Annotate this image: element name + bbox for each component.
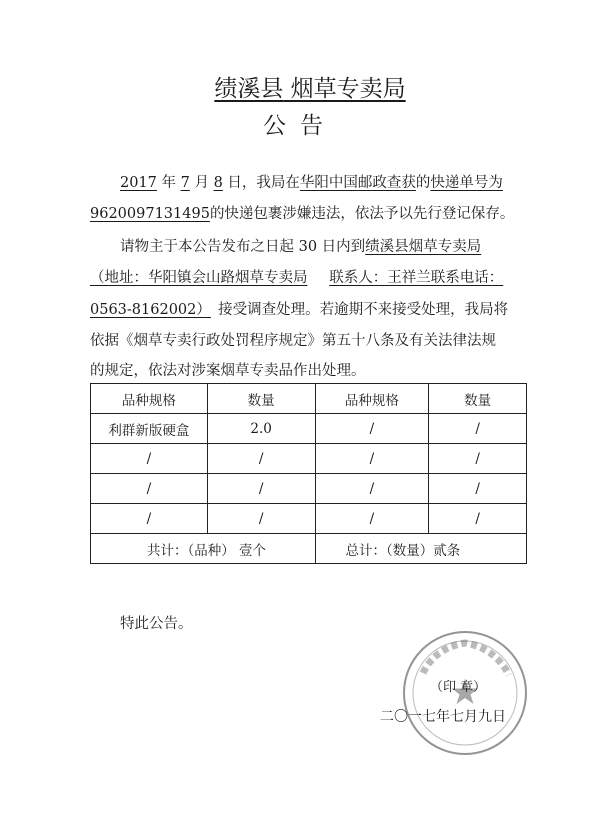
paragraph-2-line-4: 依据《烟草专卖行政处罚程序规定》第五十八条及有关法律法规 — [90, 333, 496, 349]
text-deadline: 请物主于本公告发布之日起 30 日内到 — [120, 239, 366, 255]
text-processing: 接受调查处理。若逾期不来接受处理，我局将 — [218, 302, 509, 318]
table-cell: / — [91, 504, 208, 534]
table-cell: / — [315, 504, 429, 534]
table-cell: / — [315, 444, 429, 474]
contact-phone: 0563-8162002） — [90, 302, 211, 318]
paragraph-2-line-2 — [90, 266, 503, 287]
table-cell: / — [429, 414, 527, 444]
paragraph-1-line-2 — [90, 202, 514, 223]
title-county: 绩溪县 — [214, 76, 284, 102]
tracking-label: 快递单号为 — [430, 175, 503, 191]
closing-remark: 特此公告。 — [120, 616, 193, 632]
table-cell: / — [91, 444, 208, 474]
table-cell: / — [429, 504, 527, 534]
table-cell: / — [315, 414, 429, 444]
seal-label: （印 章） — [430, 680, 487, 695]
table-row — [91, 414, 527, 444]
seizure-year: 2017 — [120, 175, 157, 191]
tracking-number: 9620097131495 — [90, 206, 210, 222]
table-cell: / — [315, 474, 429, 504]
office-address: （地址：华阳镇会山路烟草专卖局 — [90, 270, 308, 286]
title-bureau: 烟草专卖局 — [283, 76, 406, 102]
office-name: 绩溪县烟草专卖局 — [365, 239, 482, 255]
seizure-place: 华阳中国邮政查获 — [299, 175, 416, 191]
table-cell: / — [207, 504, 315, 534]
issue-date: 二〇一七年七月九日 — [380, 709, 506, 725]
header-cell: 数量 — [429, 384, 527, 414]
table-cell: / — [91, 474, 208, 504]
paragraph-2-line-1 — [120, 235, 481, 256]
table-cell: 2.0 — [207, 414, 315, 444]
seizure-month: 7 — [180, 175, 190, 191]
text-de: 的 — [415, 175, 431, 191]
total-kinds: 共计：（品种） 壹个 — [91, 534, 316, 564]
table-cell: / — [429, 444, 527, 474]
table-cell: / — [429, 474, 527, 504]
header-cell: 数量 — [207, 384, 315, 414]
text-seizure-statement: 的快递包裹涉嫌违法，依法予以先行登记保存。 — [209, 206, 515, 222]
table-total-row — [91, 534, 527, 564]
text-month-unit: 月 — [189, 175, 214, 191]
table-header-row — [91, 384, 527, 414]
paragraph-2-line-3 — [90, 298, 508, 319]
table-row — [91, 504, 527, 534]
paragraph-1-line-1 — [120, 171, 503, 192]
header-cell: 品种规格 — [315, 384, 429, 414]
contact-person: 联系人：王祥兰联系电话： — [329, 270, 504, 286]
seizure-day: 8 — [213, 175, 223, 191]
table-cell: 利群新版硬盒 — [91, 414, 208, 444]
text-year-unit: 年 — [156, 175, 181, 191]
header-cell: 品种规格 — [91, 384, 208, 414]
seized-items-table — [90, 383, 527, 564]
table-row — [91, 444, 527, 474]
notice-subtitle: 公告 — [263, 113, 337, 139]
notice-title — [0, 70, 600, 103]
table-cell: / — [207, 444, 315, 474]
total-quantity: 总计：（数量）贰条 — [315, 534, 526, 564]
table-row — [91, 474, 527, 504]
paragraph-2-line-5: 的规定，依法对涉案烟草专卖品作出处理。 — [90, 363, 366, 379]
table-cell: / — [207, 474, 315, 504]
text-seizure-intro: 日，我局在 — [222, 175, 300, 191]
